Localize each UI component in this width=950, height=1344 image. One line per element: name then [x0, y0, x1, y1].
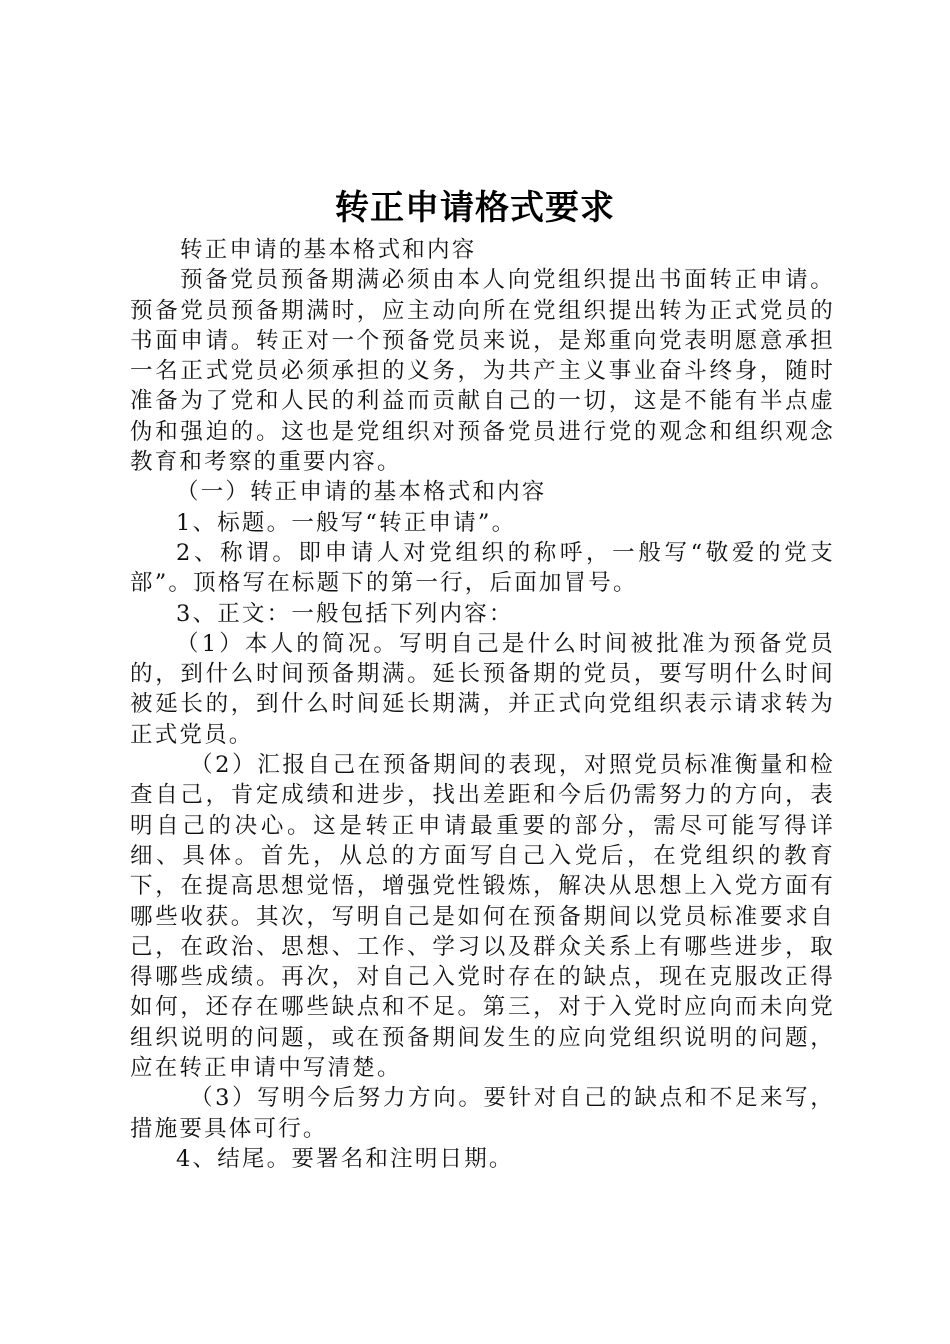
- paragraph-item-body: 3、正文：一般包括下列内容：: [176, 600, 514, 627]
- paragraph-section-heading: （一）转正申请的基本格式和内容: [176, 479, 547, 506]
- document-body: [130, 235, 835, 1174]
- paragraph-item-ending: 4、结尾。要署名和注明日期。: [176, 1145, 514, 1172]
- document-title: 转正申请格式要求: [335, 188, 615, 228]
- paragraph-intro: 预备党员预备期满必须由本人向党组织提出书面转正申请。预备党员预备期满时，应主动向所在党组织提出转为正式党员的书面申请。转正对一个预备党员来说，是郑重向党表明愿意承担一名正式党员必须承担的义务，为共产主义事业奋斗终身，随时准备为了党和人民的利益而贡献自己的一切，这是不能有半点虚伪和强迫的。这也是党组织对预备党员进行党的观念和组织观念教育和考察的重要内容。: [130, 267, 835, 476]
- paragraph-item-salutation: 2、称谓。即申请人对党组织的称呼，一般写“敬爱的党支部”。顶格写在标题下的第一行，后面加冒号。: [130, 539, 835, 597]
- paragraph-subitem-1: （1）本人的简况。写明自己是什么时间被批准为预备党员的，到什么时间预备期满。延长预备期的党员，要写明什么时间被延长的，到什么时间延长期满，并正式向党组织表示请求转为正式党员。: [130, 630, 835, 748]
- paragraph-subtitle: 转正申请的基本格式和内容: [180, 237, 477, 263]
- paragraph-subitem-3: （3）写明今后努力方向。要针对自己的缺点和不足来写，措施要具体可行。: [130, 1085, 835, 1142]
- paragraph-subitem-2: （2）汇报自己在预备期间的表现，对照党员标准衡量和检查自己，肯定成绩和进步，找出差距和今后仍需努力的方向，表明自己的决心。这是转正申请最重要的部分，需尽可能写得详细、具体。首先，从总的方面写自己入党后，在党组织的教育下，在提高思想觉悟，增强党性锻炼，解决从思想上入党方面有哪些收获。其次，写明自己是如何在预备期间以党员标准要求自己，在政治、思想、工作、学习以及群众关系上有哪些进步，取得哪些成绩。再次，对自己入党时存在的缺点，现在克服改正得如何，还存在哪些缺点和不足。第三，对于入党时应向而未向党组织说明的问题，或在预备期间发生的应向党组织说明的问题，应在转正申请中写清楚。: [130, 752, 835, 1082]
- paragraph-item-title: 1、标题。一般写“转正申请”。: [176, 509, 517, 536]
